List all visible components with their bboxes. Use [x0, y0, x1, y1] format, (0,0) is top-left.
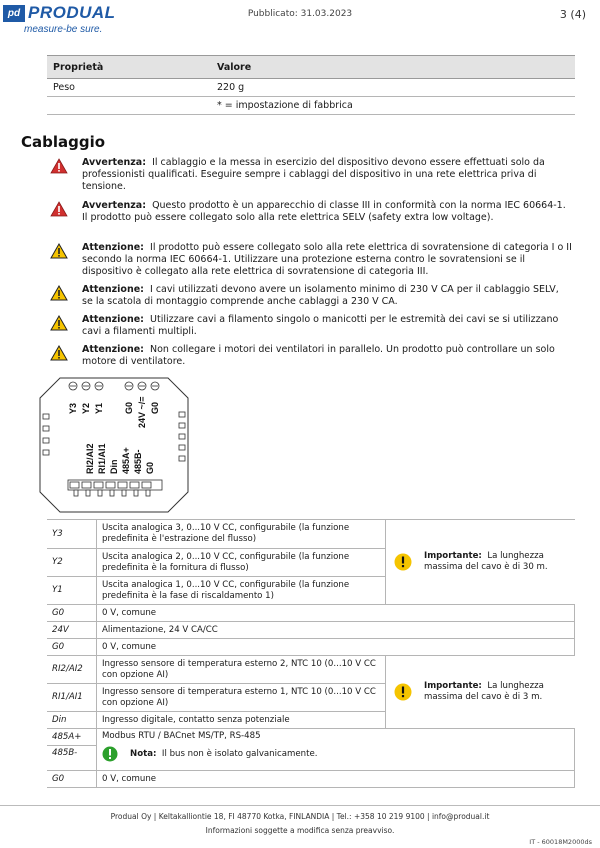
terminal-name: RI2/AI2 — [47, 656, 97, 684]
table-row — [47, 729, 575, 746]
terminal-label-top: G0 — [150, 401, 160, 414]
property-name: Peso — [47, 79, 211, 97]
terminal-description: Uscita analogica 3, 0...10 V CC, configurabile (la funzione predefinita è l'estrazione del flusso) — [97, 520, 386, 549]
terminal-description: Ingresso sensore di temperatura esterno 2, NTC 10 (0...10 V CC con opzione AI) — [97, 656, 386, 684]
wiring-table — [47, 519, 575, 788]
warning-1 — [82, 157, 572, 193]
caution-3 — [82, 314, 572, 338]
table-row — [47, 639, 575, 656]
terminal-description: 0 V, comune — [97, 605, 575, 622]
table-row — [47, 656, 575, 684]
danger-warning-icon — [50, 201, 68, 217]
terminal-name: Din — [47, 712, 97, 729]
table-row — [47, 520, 575, 549]
cable-length-note — [386, 656, 575, 729]
note-icon — [102, 746, 118, 762]
terminal-name: 485B- — [47, 746, 97, 771]
caution-2 — [82, 284, 572, 308]
terminal-name: Y3 — [47, 520, 97, 549]
terminal-label-bottom: Din — [109, 459, 119, 474]
terminal-description: Ingresso sensore di temperatura esterno 1, NTC 10 (0...10 V CC con opzione AI) — [97, 684, 386, 712]
property-name — [47, 97, 211, 115]
caution-warning-icon — [50, 243, 68, 259]
bus-description: Modbus RTU / BACnet MS/TP, RS-485 — [102, 731, 261, 741]
terminal-description: Alimentazione, 24 V CA/CC — [97, 622, 575, 639]
terminal-description: Ingresso digitale, contatto senza potenziale — [97, 712, 386, 729]
properties-table — [47, 55, 575, 115]
terminal-label-top: G0 — [124, 401, 134, 414]
terminal-name: Y1 — [47, 577, 97, 605]
warning-label: Attenzione: — [82, 344, 144, 355]
warning-2 — [82, 200, 572, 224]
table-row — [47, 605, 575, 622]
warning-label: Avvertenza: — [82, 157, 147, 168]
caution-warning-icon — [50, 345, 68, 361]
property-value: 220 g — [211, 79, 575, 97]
table-row — [47, 79, 575, 97]
terminal-label-top: 24V ~/= — [137, 396, 147, 428]
terminal-description — [97, 729, 575, 771]
terminal-description: 0 V, comune — [97, 771, 575, 788]
note-label: Importante: — [424, 681, 482, 691]
caution-1 — [82, 242, 572, 278]
nota-text: Il bus non è isolato galvanicamente. — [161, 748, 318, 759]
terminal-description: Uscita analogica 1, 0...10 V CC, configurabile (la funzione predefinita è la fase di riscaldamento 1) — [97, 577, 386, 605]
terminal-name: G0 — [47, 771, 97, 788]
table-row — [47, 771, 575, 788]
terminal-description: 0 V, comune — [97, 639, 575, 656]
caution-warning-icon — [50, 315, 68, 331]
terminal-label-bottom: 485A+ — [121, 447, 131, 474]
warning-text: I cavi utilizzati devono avere un isolamento minimo di 230 V CA per il cablaggio SELV, se la scatola di montaggio comprende anche cablaggi a 230 V CA. — [82, 284, 559, 307]
warning-text: Questo prodotto è un apparecchio di classe III in conformità con la norma IEC 60664-1. Il prodotto può essere collegato solo alla rete elettrica SELV (safety extra low voltage). — [82, 200, 566, 223]
table-row — [47, 622, 575, 639]
col-value: Valore — [211, 56, 575, 79]
col-property: Proprietà — [47, 56, 211, 79]
footer-disclaimer: Informazioni soggette a modifica senza preavviso. — [205, 826, 395, 835]
terminal-label-top: Y1 — [94, 402, 104, 414]
terminal-name: G0 — [47, 639, 97, 656]
terminal-name: Y2 — [47, 549, 97, 577]
table-row — [47, 97, 575, 115]
property-value: * = impostazione di fabbrica — [211, 97, 575, 115]
terminal-label-top: Y2 — [81, 402, 91, 414]
warning-label: Attenzione: — [82, 284, 144, 295]
terminal-wiring-diagram — [38, 376, 190, 514]
warning-label: Attenzione: — [82, 242, 144, 253]
terminal-name: 485A+ — [47, 729, 97, 746]
warning-text: Non collegare i motori dei ventilatori in parallelo. Un prodotto può controllare un solo motore di ventilatore. — [82, 344, 555, 367]
caution-warning-icon — [50, 285, 68, 301]
nota-label: Nota: — [130, 748, 157, 759]
logo-mark: pd — [3, 5, 25, 22]
important-icon — [394, 553, 412, 571]
footer-divider — [0, 805, 600, 806]
page-number: 3 (4) — [559, 8, 586, 21]
note-text: La lunghezza massima del cavo è di 30 m. — [424, 551, 548, 572]
terminal-label-bottom: 485B- — [133, 449, 143, 474]
terminal-name: G0 — [47, 605, 97, 622]
terminal-name: 24V — [47, 622, 97, 639]
warning-text: Il cablaggio e la messa in esercizio del dispositivo devono essere effettuati solo da professionisti qualificati. Eseguire sempre i cablaggi del dispositivo in una rete elettrica priva di tensione. — [82, 157, 545, 192]
terminal-label-bottom: RI2/AI2 — [85, 443, 95, 474]
published-date: Pubblicato: 31.03.2023 — [247, 9, 353, 19]
terminal-description: Uscita analogica 2, 0...10 V CC, configurabile (la funzione predefinita è la fornitura di flusso) — [97, 549, 386, 577]
warning-label: Attenzione: — [82, 314, 144, 325]
note-label: Importante: — [424, 551, 482, 561]
note-text: La lunghezza massima del cavo è di 3 m. — [424, 681, 544, 702]
terminal-label-bottom: G0 — [145, 461, 155, 474]
warning-text: Il prodotto può essere collegato solo alla rete elettrica di sovratensione di categoria I o II secondo la norma IEC 60664-1. Utilizzare una protezione esterna contro le sovratensioni se il dispositivo è collegato alla rete elettrica di sovratensione di categoria III. — [82, 242, 572, 277]
footer-address: Produal Oy | Keltakalliontie 18, FI 48770 Kotka, FINLANDIA | Tel.: +358 10 219 9100 | info@produal.it — [110, 812, 490, 821]
important-icon — [394, 683, 412, 701]
warning-text: Utilizzare cavi a filamento singolo o manicotti per le estremità dei cavi se si utilizzano cavi a filamenti multipli. — [82, 314, 559, 337]
danger-warning-icon — [50, 158, 68, 174]
terminal-label-top: Y3 — [68, 402, 78, 414]
logo-text: PRODUAL — [28, 3, 116, 22]
tagline: measure-be sure. — [24, 24, 103, 35]
section-title: Cablaggio — [21, 133, 106, 151]
terminal-name: RI1/AI1 — [47, 684, 97, 712]
document-code: IT - 60018M2000ds — [529, 838, 592, 846]
warning-label: Avvertenza: — [82, 200, 147, 211]
terminal-label-bottom: RI1/AI1 — [97, 443, 107, 474]
cable-length-note — [386, 520, 575, 605]
caution-4 — [82, 344, 572, 368]
